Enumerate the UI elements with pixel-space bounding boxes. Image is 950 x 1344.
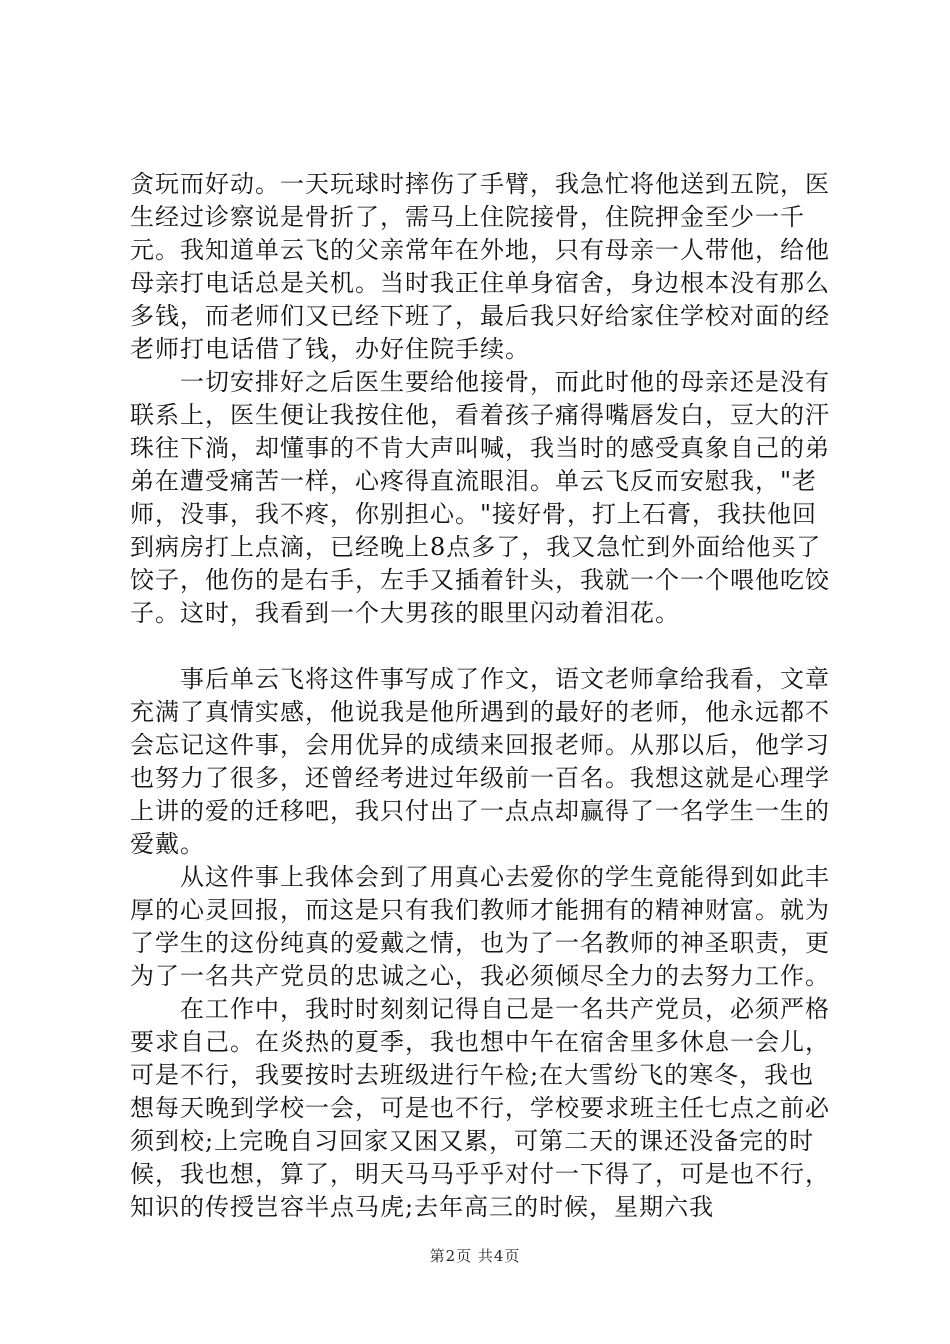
paragraph-spacer <box>130 630 830 663</box>
paragraph: 事后单云飞将这件事写成了作文，语文老师拿给我看，文章充满了真情实感，他说我是他所遇到的最好的老师，他永远都不会忘记这件事，会用优异的成绩来回报老师。从那以后，他学习也努力了很多，还曾经考进过年级前一百名。我想这就是心理学上讲的爱的迁移吧，我只付出了一点点却赢得了一名学生一生的爱戴。 <box>130 665 830 858</box>
document-body <box>130 168 830 1224</box>
paragraph: 从这件事上我体会到了用真心去爱你的学生竟能得到如此丰厚的心灵回报，而这是只有我们教师才能拥有的精神财富。就为了学生的这份纯真的爱戴之情，也为了一名教师的神圣职责，更为了一名共产党员的忠诚之心，我必须倾尽全力的去努力工作。 <box>130 863 830 990</box>
paragraph: 一切安排好之后医生要给他接骨，而此时他的母亲还是没有联系上，医生便让我按住他，看着孩子痛得嘴唇发白，豆大的汗珠往下淌，却懂事的不肯大声叫喊，我当时的感受真象自己的弟弟在遭受痛苦一样，心疼得直流眼泪。单云飞反而安慰我，"老师，没事，我不疼，你别担心。"接好骨，打上石膏，我扶他回到病房打上点滴，已经晚上8点多了，我又急忙到外面给他买了饺子，他伤的是右手，左手又插着针头，我就一个一个喂他吃饺子。这时，我看到一个大男孩的眼里闪动着泪花。 <box>130 368 830 627</box>
paragraph: 在工作中，我时时刻刻记得自己是一名共产党员，必须严格要求自己。在炎热的夏季，我也想中午在宿舍里多休息一会儿，可是不行，我要按时去班级进行午检;在大雪纷飞的寒冬，我也想每天晚到学校一会，可是也不行，学校要求班主任七点之前必须到校;上完晚自习回家又困又累，可第二天的课还没备完的时候，我也想，算了，明天马马乎乎对付一下得了，可是也不行，知识的传授岂容半点马虎;去年高三的时候，星期六我 <box>130 995 830 1221</box>
paragraph: 贪玩而好动。一天玩球时摔伤了手臂，我急忙将他送到五院，医生经过诊察说是骨折了，需马上住院接骨，住院押金至少一千元。我知道单云飞的父亲常年在外地，只有母亲一人带他，给他母亲打电话总是关机。当时我正住单身宿舍，身边根本没有那么多钱，而老师们又已经下班了，最后我只好给家住学校对面的经老师打电话借了钱，办好住院手续。 <box>130 170 830 363</box>
page-number-footer: 第2页 共4页 <box>429 1247 521 1265</box>
